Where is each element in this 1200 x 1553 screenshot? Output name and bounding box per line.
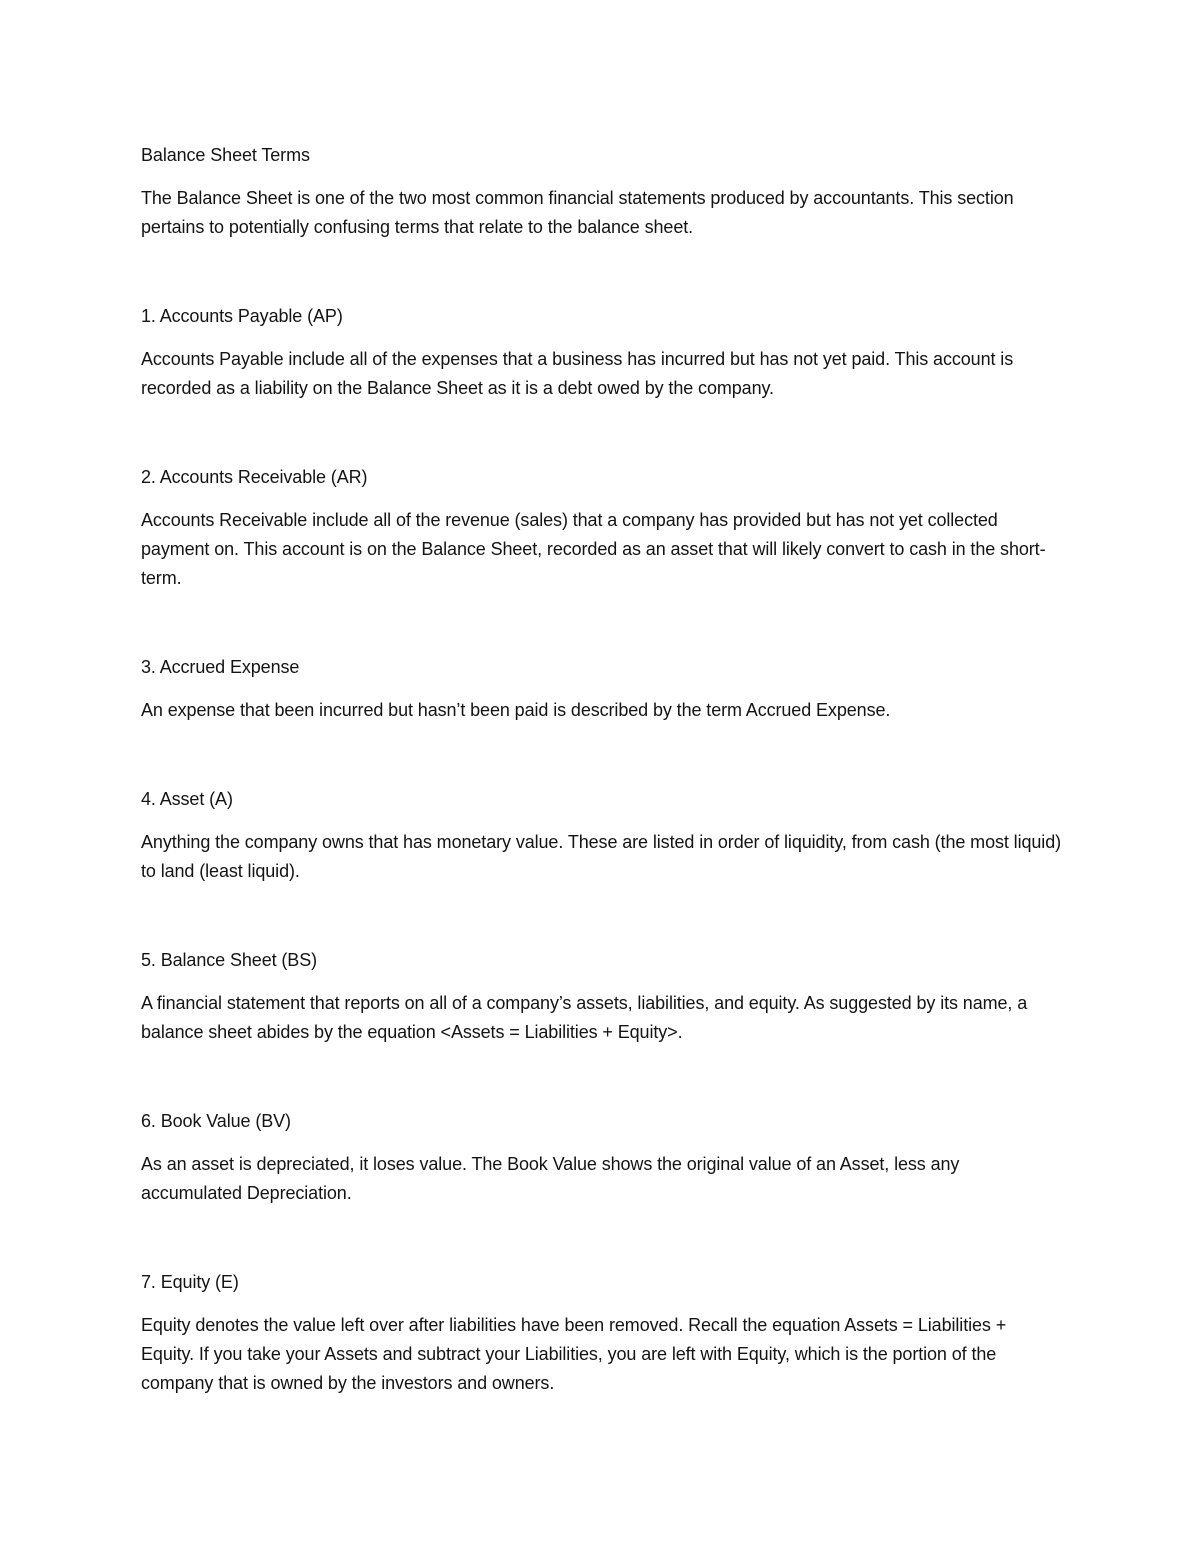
term-asset bbox=[141, 785, 1061, 886]
term-book-value bbox=[141, 1107, 1061, 1208]
document-title: Balance Sheet Terms bbox=[141, 145, 310, 165]
term-definition: A financial statement that reports on all of a company’s assets, liabilities, and equity. As suggested by its name, a balance sheet abides by the equation <Assets = Liabilities + Equity>. bbox=[141, 993, 1028, 1042]
term-accrued-expense bbox=[141, 653, 1061, 725]
term-heading: 7. Equity (E) bbox=[141, 1272, 239, 1292]
term-balance-sheet bbox=[141, 946, 1061, 1047]
term-definition: Anything the company owns that has monetary value. These are listed in order of liquidity, from cash (the most liquid) to land (least liquid). bbox=[141, 832, 1061, 881]
term-heading: 4. Asset (A) bbox=[141, 789, 233, 809]
term-heading: 3. Accrued Expense bbox=[141, 657, 300, 677]
term-definition: As an asset is depreciated, it loses value. The Book Value shows the original value of an Asset, less any accumulated Depreciation. bbox=[141, 1154, 960, 1203]
term-definition: Accounts Receivable include all of the revenue (sales) that a company has provided but has not yet collected payment on. This account is on the Balance Sheet, recorded as an asset that will likely convert to cash in the short-term. bbox=[141, 510, 1046, 588]
term-heading: 6. Book Value (BV) bbox=[141, 1111, 291, 1131]
intro-paragraph: The Balance Sheet is one of the two most common financial statements produced by accountants. This section pertains to potentially confusing terms that relate to the balance sheet. bbox=[141, 188, 1014, 237]
term-definition: An expense that been incurred but hasn’t been paid is described by the term Accrued Expense. bbox=[141, 700, 891, 720]
term-heading: 1. Accounts Payable (AP) bbox=[141, 306, 343, 326]
term-definition: Equity denotes the value left over after liabilities have been removed. Recall the equation Assets = Liabilities + Equity. If you take your Assets and subtract your Liabilities, you are left with Equity, which is the portion of the company that is owned by the investors and owners. bbox=[141, 1315, 1007, 1393]
document-content bbox=[141, 141, 1061, 1398]
term-equity bbox=[141, 1268, 1061, 1398]
term-heading: 5. Balance Sheet (BS) bbox=[141, 950, 318, 970]
term-accounts-payable bbox=[141, 302, 1061, 403]
term-accounts-receivable bbox=[141, 463, 1061, 593]
term-definition: Accounts Payable include all of the expenses that a business has incurred but has not yet paid. This account is recorded as a liability on the Balance Sheet as it is a debt owed by the company. bbox=[141, 349, 1014, 398]
term-heading: 2. Accounts Receivable (AR) bbox=[141, 467, 368, 487]
